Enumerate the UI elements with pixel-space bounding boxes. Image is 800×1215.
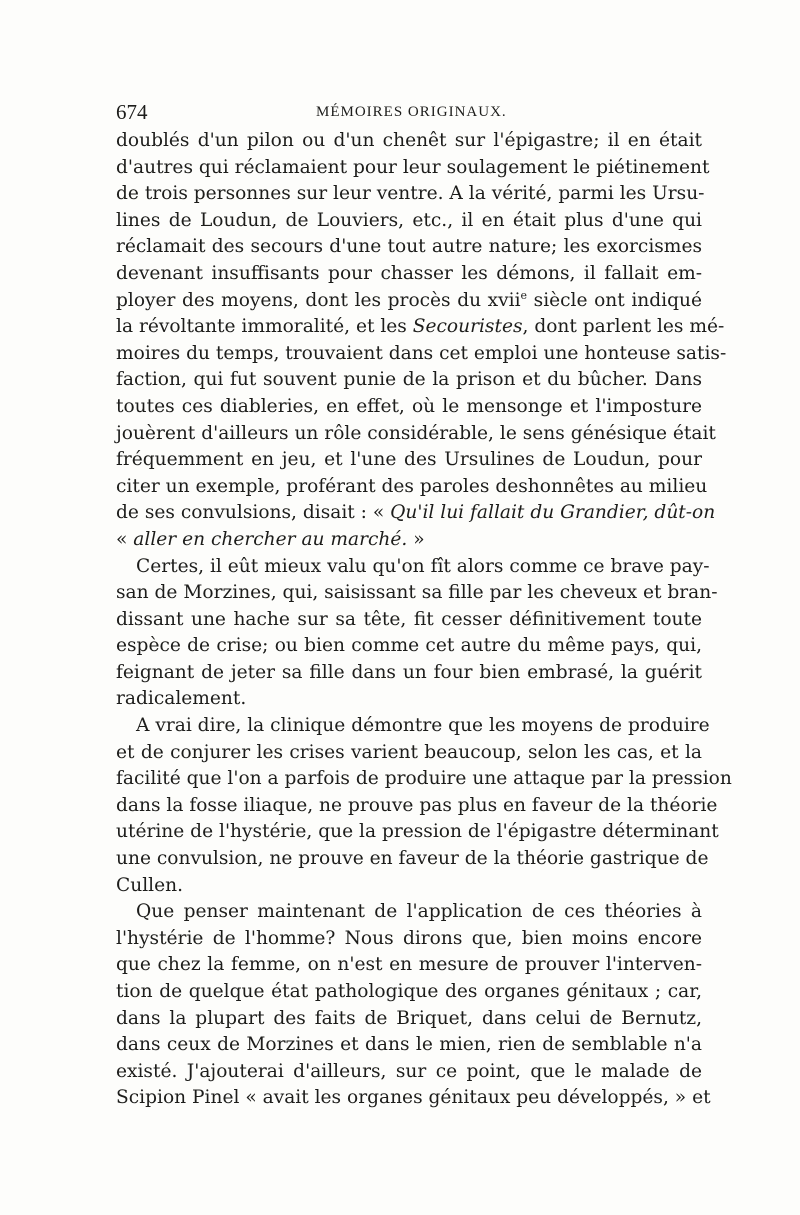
text-line: Scipion Pinel « avait les organes génitaux peu développés, » et xyxy=(116,1087,711,1109)
page-number: 674 xyxy=(116,100,148,124)
text-line: dans ceux de Morzines et dans le mien, rien de semblable n'a xyxy=(116,1034,702,1056)
body-text xyxy=(116,128,732,1112)
text-line: toutes ces diableries, en effet, où le mensonge et l'imposture xyxy=(116,395,702,417)
text-line: espèce de crise; ou bien comme cet autre du même pays, qui, xyxy=(116,635,702,657)
text-line: faction, qui fut souvent punie de la prison et du bûcher. Dans xyxy=(116,369,702,391)
text-line: A vrai dire, la clinique démontre que les moyens de produire xyxy=(136,715,710,737)
text-line: dans la plupart des faits de Briquet, dans celui de Bernutz, xyxy=(116,1007,702,1029)
text-line: feignant de jeter sa fille dans un four bien embrasé, la guérit xyxy=(116,661,702,683)
text-line: et de conjurer les crises varient beaucoup, selon les cas, et la xyxy=(116,741,702,763)
paragraph-1 xyxy=(116,128,727,554)
italic-term: Secouristes xyxy=(412,316,523,338)
text-run: de ses convulsions, disait : « xyxy=(116,502,391,524)
text-line: dissant une hache sur sa tête, fit cesser définitivement toute xyxy=(116,608,702,630)
text-line: facilité que l'on a parfois de produire une attaque par la pression xyxy=(116,768,732,790)
italic-quote: Qu'il lui fallait du Grandier, dût-on xyxy=(390,502,716,524)
superscript: e xyxy=(520,288,528,302)
text-line: devenant insuffisants pour chasser les démons, il fallait em- xyxy=(116,262,702,284)
text-line: san de Morzines, qui, saisissant sa fille par les cheveux et bran- xyxy=(116,582,718,604)
text-line xyxy=(116,500,716,527)
text-line: Que penser maintenant de l'application de ces théories à xyxy=(136,901,702,923)
text-line: moires du temps, trouvaient dans cet emploi une honteuse satis- xyxy=(116,342,727,364)
text-line: réclamait des secours d'une tout autre nature; les exorcismes xyxy=(116,236,702,258)
text-line: tion de quelque état pathologique des organes génitaux ; car, xyxy=(116,981,702,1002)
text-line: lines de Loudun, de Louviers, etc., il en était plus d'une qui xyxy=(116,209,702,231)
text-line: existé. J'ajouterai d'ailleurs, sur ce point, que le malade de xyxy=(116,1060,702,1082)
text-line: citer un exemple, proférant des paroles deshonnêtes au milieu xyxy=(116,475,708,497)
text-line: doublés d'un pilon ou d'un chenêt sur l'épigastre; il en était xyxy=(116,130,702,151)
text-line: Cullen. xyxy=(116,874,183,896)
paragraph-4 xyxy=(116,899,711,1112)
text-line: d'autres qui réclamaient pour leur soulagement le piétinement xyxy=(116,156,710,178)
text-line: l'hystérie de l'homme? Nous dirons que, bien moins encore xyxy=(116,927,702,949)
text-line: Certes, il eût mieux valu qu'on fît alors comme ce brave pay- xyxy=(136,555,710,577)
paragraph-3 xyxy=(116,713,732,899)
text-line: une convulsion, ne prouve en faveur de la théorie gastrique de xyxy=(116,848,709,870)
text-line: utérine de l'hystérie, que la pression de l'épigastre déterminant xyxy=(116,821,719,843)
text-run: « xyxy=(116,528,134,550)
text-line: fréquemment en jeu, et l'une des Ursulines de Loudun, pour xyxy=(116,449,702,471)
text-line: dans la fosse iliaque, ne prouve pas plus en faveur de la théorie xyxy=(116,794,718,816)
text-line xyxy=(116,527,702,554)
page-header xyxy=(116,100,702,130)
text-line xyxy=(116,314,725,341)
italic-quote: aller en chercher au marché. xyxy=(133,528,408,550)
text-run: siècle ont indiqué xyxy=(527,289,702,311)
text-run: , dont parlent les mé- xyxy=(522,316,725,338)
text-run: ployer des moyens, dont les procès du xvii xyxy=(116,289,521,311)
text-line: de trois personnes sur leur ventre. A la vérité, parmi les Ursu- xyxy=(116,183,705,205)
text-line: que chez la femme, on n'est en mesure de prouver l'interven- xyxy=(116,954,702,976)
paragraph-2 xyxy=(116,554,718,714)
text-run: la révoltante immoralité, et les xyxy=(116,316,413,338)
running-head: MÉMOIRES ORIGINAUX. xyxy=(316,104,507,120)
text-line: jouèrent d'ailleurs un rôle considérable, le sens génésique était xyxy=(116,422,716,444)
text-run: » xyxy=(407,528,425,550)
text-line xyxy=(116,288,702,315)
text-line: radicalement. xyxy=(116,688,247,710)
